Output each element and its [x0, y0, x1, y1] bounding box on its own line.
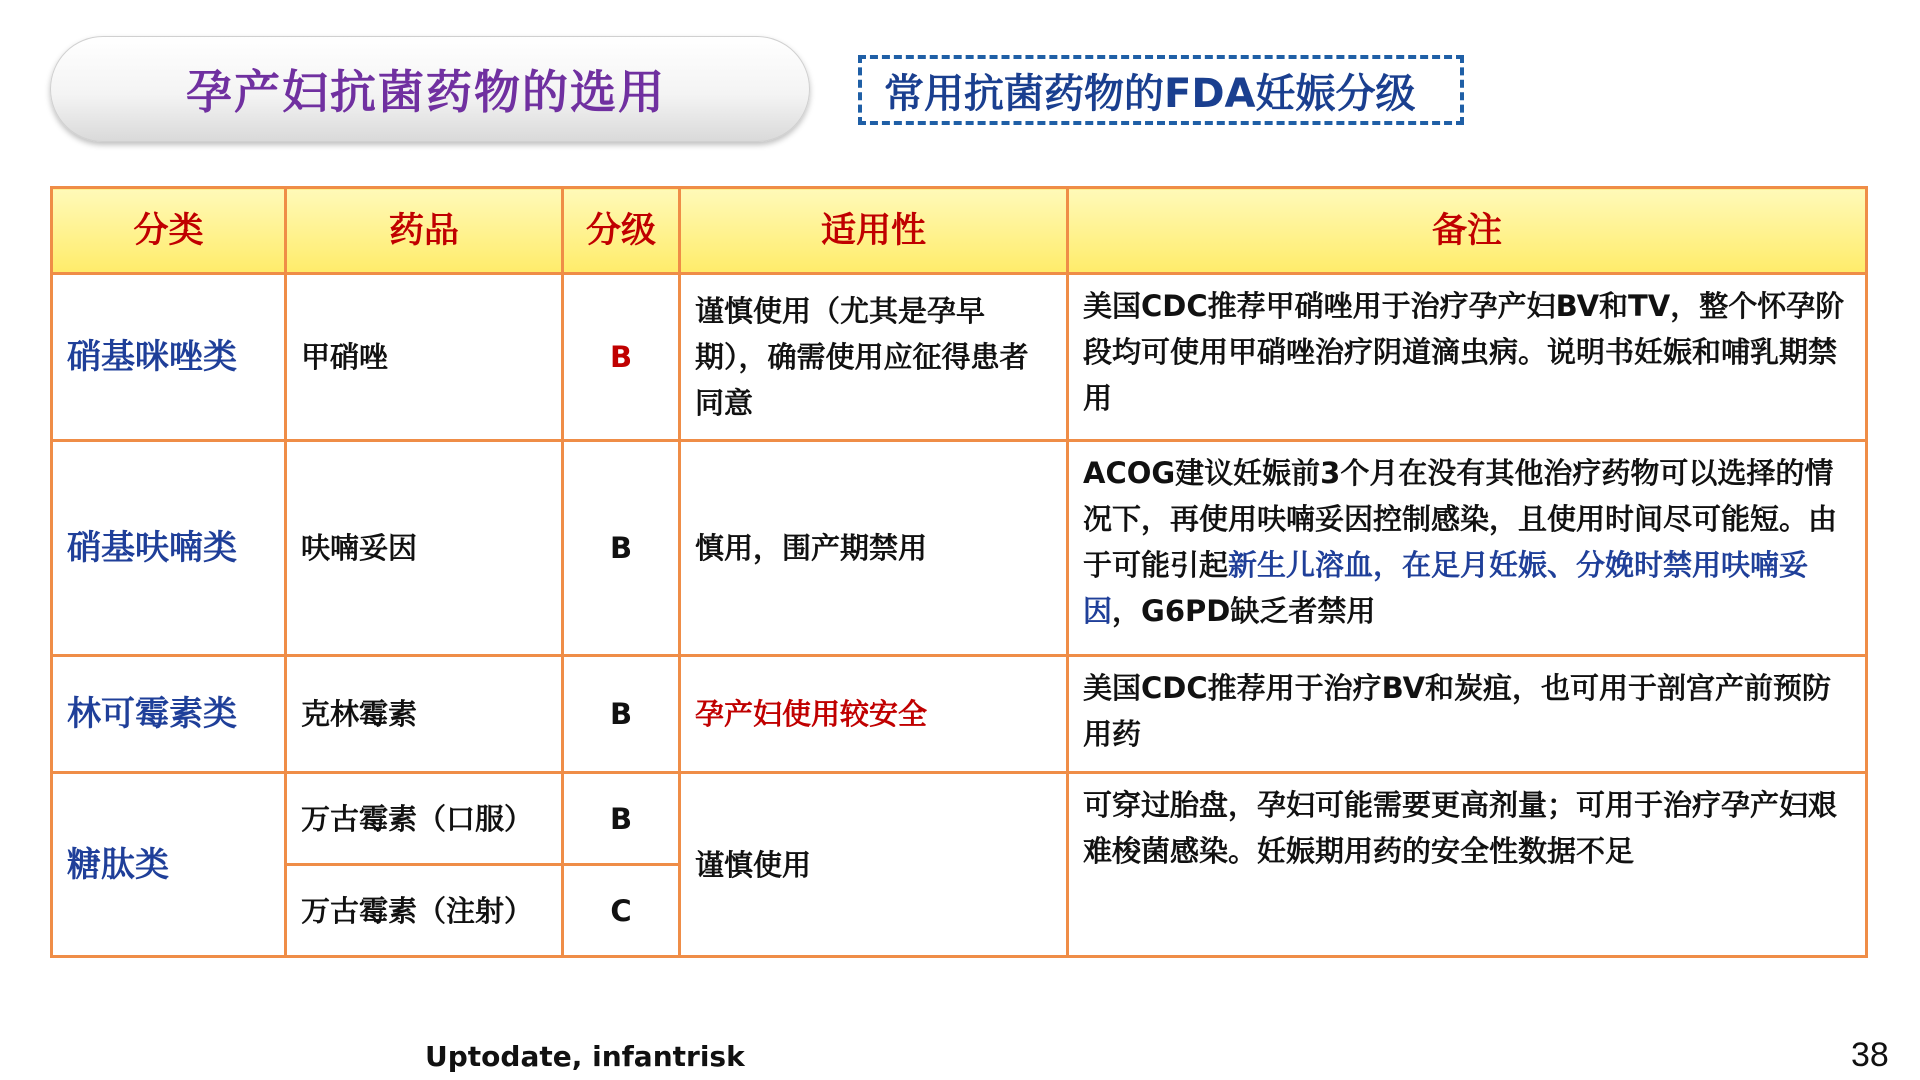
category-cell: 硝基咪唑类	[52, 274, 286, 441]
applicability-cell: 慎用，围产期禁用	[680, 441, 1068, 656]
table-row	[52, 441, 1867, 656]
note-cell: 美国CDC推荐甲硝唑用于治疗孕产妇BV和TV，整个怀孕阶段均可使用甲硝唑治疗阴道滴虫病。说明书妊娠和哺乳期禁用	[1068, 274, 1867, 441]
note-text: ，G6PD缺乏者禁用	[1112, 594, 1376, 628]
drug-cell: 甲硝唑	[286, 274, 563, 441]
drug-cell: 克林霉素	[286, 656, 563, 773]
grade-cell: B	[563, 656, 680, 773]
note-cell: 美国CDC推荐用于治疗BV和炭疽，也可用于剖宫产前预防用药	[1068, 656, 1867, 773]
source-citation: Uptodate, infantrisk	[425, 1040, 745, 1073]
page-number: 38	[1851, 1036, 1889, 1074]
note-text: ACOG建议妊娠前3个月在没有其他治疗药物可以选择的情况下，再使用呋喃妥因控制感染，且使用时间尽可能短。由于可能引起	[1083, 456, 1838, 582]
applicability-cell: 孕产妇使用较安全	[680, 656, 1068, 773]
slide-title: 孕产妇抗菌药物的选用	[186, 65, 666, 119]
category-cell: 林可霉素类	[52, 656, 286, 773]
subtitle-box	[858, 55, 1464, 125]
note-highlight: 新生儿溶血，在足月妊娠、分娩时禁用呋喃妥因	[1083, 548, 1809, 628]
grade-cell: C	[563, 865, 680, 957]
header-applicability: 适用性	[680, 188, 1068, 274]
table-header-row	[52, 188, 1867, 274]
grade-cell: B	[563, 441, 680, 656]
drug-cell: 万古霉素（注射）	[286, 865, 563, 957]
applicability-cell: 谨慎使用（尤其是孕早期），确需使用应征得患者同意	[680, 274, 1068, 441]
title-banner	[50, 36, 810, 142]
slide-subtitle: 常用抗菌药物的FDA妊娠分级	[884, 70, 1416, 117]
category-cell: 糖肽类	[52, 773, 286, 957]
table-row	[52, 274, 1867, 441]
table-row	[52, 773, 1867, 865]
category-cell: 硝基呋喃类	[52, 441, 286, 656]
applicability-cell: 谨慎使用	[680, 773, 1068, 957]
header-category: 分类	[52, 188, 286, 274]
drug-cell: 呋喃妥因	[286, 441, 563, 656]
drug-cell: 万古霉素（口服）	[286, 773, 563, 865]
header-note: 备注	[1068, 188, 1867, 274]
grade-cell: B	[563, 773, 680, 865]
grade-cell: B	[563, 274, 680, 441]
drug-table	[50, 186, 1868, 958]
table-row	[52, 656, 1867, 773]
note-cell	[1068, 441, 1867, 656]
note-cell: 可穿过胎盘，孕妇可能需要更高剂量；可用于治疗孕产妇艰难梭菌感染。妊娠期用药的安全性数据不足	[1068, 773, 1867, 957]
header-drug: 药品	[286, 188, 563, 274]
header-grade: 分级	[563, 188, 680, 274]
